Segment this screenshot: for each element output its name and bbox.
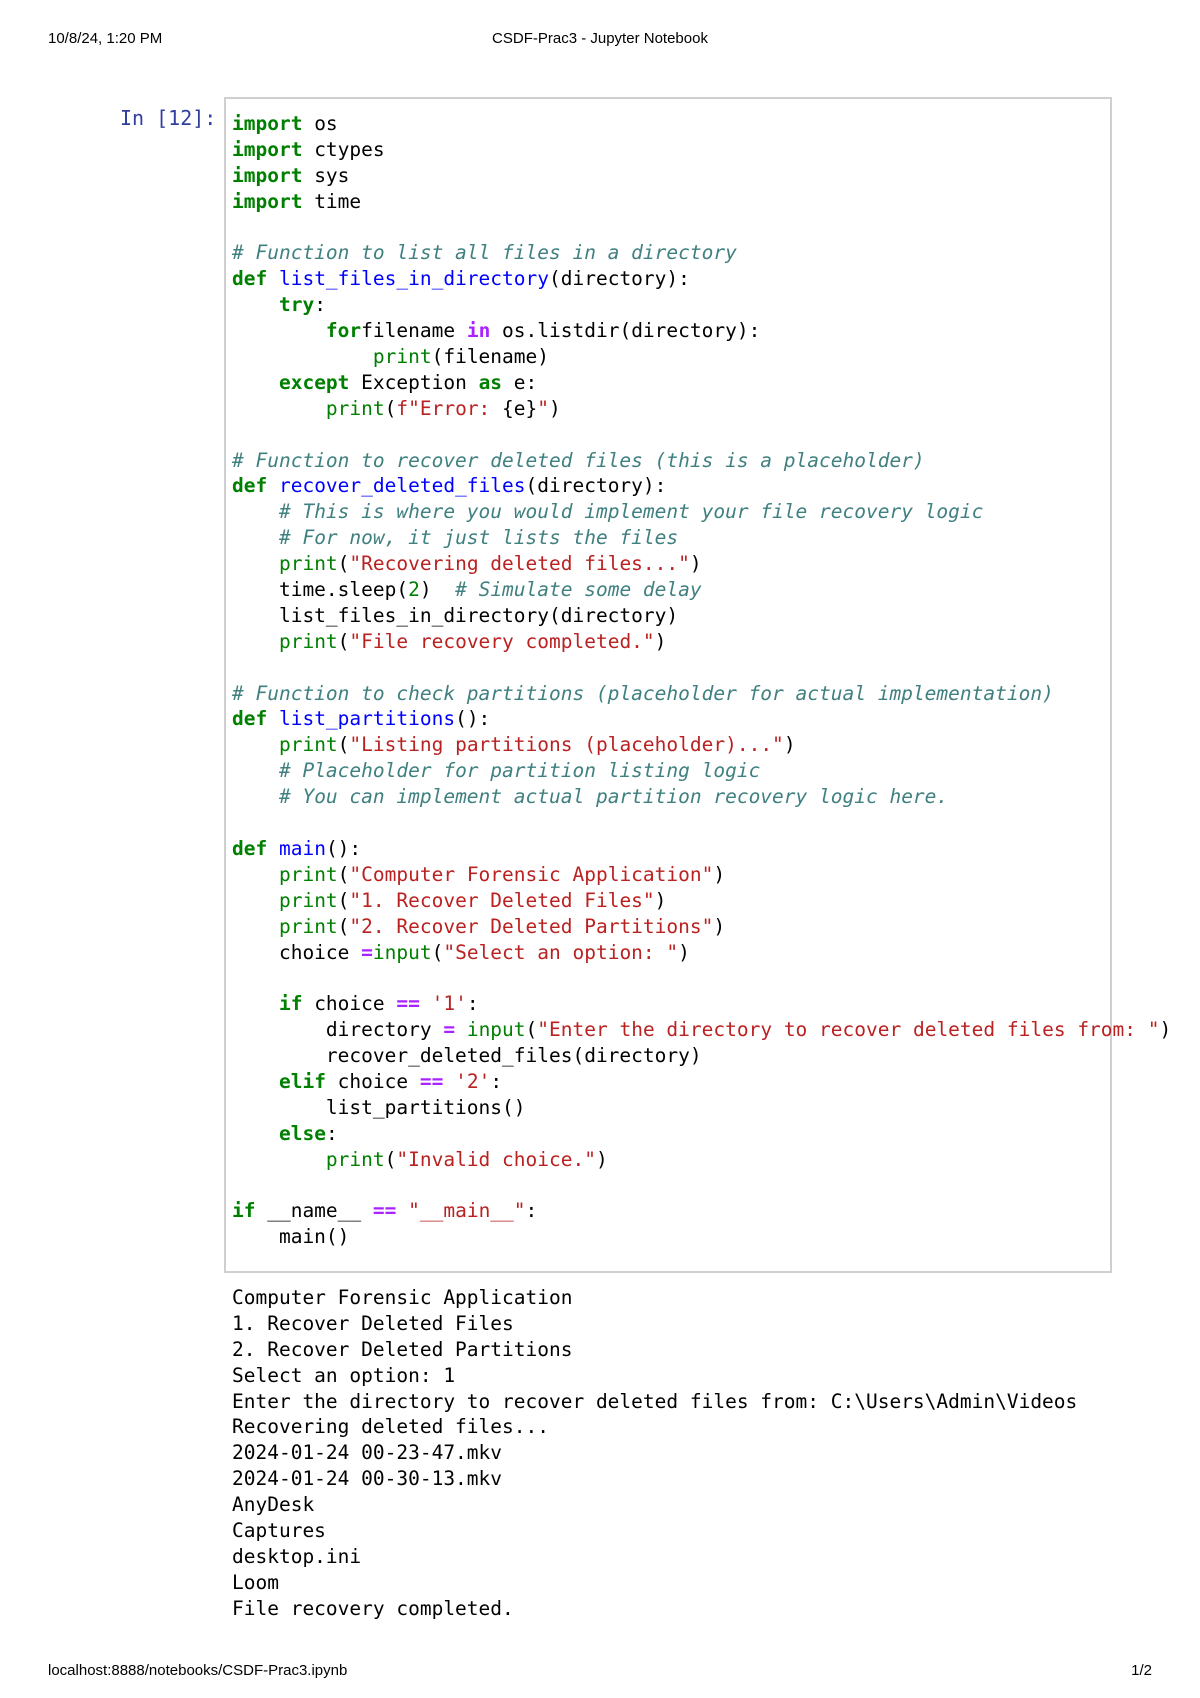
code-line [232, 215, 1110, 241]
code-line [232, 888, 1110, 914]
code-token: "Listing partitions (placeholder)..." [349, 733, 784, 757]
code-token: {e} [502, 396, 538, 420]
output-line: File recovery completed. [232, 1596, 514, 1620]
code-line [232, 629, 1110, 655]
code-token: ( [337, 733, 350, 757]
code-token: '2' [455, 1069, 491, 1093]
code-token: : [525, 1199, 538, 1223]
code-token: print [278, 629, 338, 653]
code-line [232, 137, 1110, 163]
code-token [232, 1122, 279, 1145]
output-line: 2024-01-24 00-23-47.mkv [232, 1441, 503, 1465]
code-line [232, 292, 1110, 318]
code-token: ctypes [314, 137, 385, 161]
code-token: ( [337, 629, 350, 653]
code-token: ) [783, 733, 796, 757]
code-line [232, 1017, 1172, 1043]
code-token: Exception [349, 370, 479, 394]
output-line: Computer Forensic Application [232, 1286, 573, 1309]
code-line [232, 577, 1110, 603]
code-token: == [372, 1199, 397, 1223]
code-content[interactable] [226, 99, 1172, 1250]
code-token: "Recovering deleted files..." [349, 552, 690, 576]
output-line: Enter the directory to recover deleted files from: C:\Users\Admin\Videos [232, 1389, 1078, 1413]
code-token: print [325, 396, 385, 420]
code-token: " [537, 396, 550, 420]
code-token: ) [654, 629, 667, 653]
code-token [232, 759, 279, 782]
code-token: : [490, 1069, 503, 1093]
code-token: ) [1159, 1018, 1172, 1042]
print-header [48, 30, 1152, 50]
output-line: 2. Recover Deleted Partitions [232, 1337, 573, 1361]
output-line: AnyDesk [232, 1493, 315, 1517]
code-token: "File recovery completed." [349, 629, 655, 653]
code-line [232, 1095, 1110, 1121]
code-token: import [232, 163, 315, 187]
code-line [232, 525, 1110, 551]
code-token: ( [384, 396, 397, 420]
code-token: filename [361, 319, 467, 343]
cell-output [224, 1285, 1120, 1622]
code-line [232, 344, 1110, 370]
code-token: list_files_in_directory(directory) [232, 603, 679, 627]
print-page-number: 1/2 [1131, 1662, 1152, 1679]
code-token [232, 863, 279, 886]
code-token: # Function to list all files in a directory [232, 241, 737, 265]
code-token [396, 1199, 408, 1222]
code-token [232, 319, 326, 342]
code-line [232, 396, 1110, 422]
code-token: # You can implement actual partition recovery logic here. [278, 785, 949, 809]
code-line [232, 862, 1110, 888]
code-token: (): [325, 836, 362, 860]
code-token [232, 345, 373, 368]
output-line: Select an option: 1 [232, 1363, 456, 1387]
code-token: ) [678, 940, 690, 964]
code-line [232, 240, 1110, 266]
code-token: main [278, 836, 326, 860]
code-token: try [278, 293, 315, 317]
code-line [232, 655, 1110, 681]
code-token: input [466, 1018, 526, 1042]
print-footer [48, 1662, 1152, 1682]
code-token: : [466, 992, 479, 1016]
code-line [232, 1147, 1110, 1173]
code-line [232, 1069, 1110, 1095]
code-token: "Enter the directory to recover deleted files from: " [537, 1018, 1160, 1042]
output-line: Loom [232, 1570, 279, 1594]
code-token [232, 733, 279, 756]
code-token: # This is where you would implement your file recovery logic [278, 500, 984, 524]
output-line: 2024-01-24 00-30-13.mkv [232, 1467, 503, 1491]
code-token: print [278, 552, 338, 576]
code-token: # Function to recover deleted files (this is a placeholder) [232, 448, 925, 472]
code-token: ( [525, 1018, 538, 1042]
code-token: 2 [408, 578, 420, 602]
code-token: ) [713, 914, 726, 938]
code-token: "__main__" [408, 1199, 526, 1223]
code-line [232, 473, 1110, 499]
code-token: def [232, 707, 279, 731]
code-token: as [478, 370, 503, 394]
code-token [232, 526, 279, 549]
code-token: # Function to check partitions (placeholder for actual implementation) [232, 681, 1054, 705]
code-line [232, 1224, 1110, 1250]
cell-input-prompt: In [12]: [120, 106, 217, 130]
code-token [232, 500, 279, 523]
code-token [232, 1148, 326, 1171]
code-token: list_partitions() [232, 1095, 526, 1119]
output-line: 1. Recover Deleted Files [232, 1311, 514, 1335]
code-token [443, 1070, 455, 1093]
code-line [232, 732, 1110, 758]
code-line [232, 784, 1110, 810]
code-token: ( [337, 888, 350, 912]
code-line [232, 836, 1110, 862]
code-token: def [232, 267, 279, 291]
code-token: list_files_in_directory [278, 267, 549, 291]
code-token: __name__ [255, 1199, 373, 1223]
code-token: (filename) [431, 345, 549, 369]
code-token: time [314, 189, 362, 213]
code-token: if [232, 1199, 256, 1223]
code-token: for [325, 319, 362, 343]
output-line: Recovering deleted files... [232, 1415, 549, 1439]
code-line [232, 810, 1110, 836]
code-token: ) [419, 578, 456, 602]
code-line [232, 448, 1110, 474]
code-token: print [278, 862, 338, 886]
code-token: print [278, 888, 338, 912]
code-line [232, 1173, 1110, 1199]
code-line [232, 318, 1110, 344]
code-token: ( [337, 914, 350, 938]
code-token: main() [232, 1225, 350, 1249]
code-token: # For now, it just lists the files [278, 526, 679, 550]
code-token: (directory): [525, 474, 667, 498]
code-token: "Invalid choice." [396, 1147, 596, 1171]
code-line [232, 499, 1110, 525]
code-line [232, 551, 1110, 577]
code-line [232, 965, 1110, 991]
code-token: import [232, 137, 315, 161]
code-token: os.listdir(directory): [490, 319, 761, 343]
output-line: desktop.ini [232, 1544, 362, 1568]
code-token: : [325, 1121, 338, 1145]
code-token: def [232, 474, 279, 498]
code-token [455, 1018, 467, 1041]
code-token: # Simulate some delay [455, 578, 702, 602]
code-line [232, 189, 1110, 215]
code-token [232, 915, 279, 938]
code-token: ( [431, 940, 444, 964]
code-token [232, 630, 279, 653]
code-token: elif [278, 1069, 326, 1093]
code-token [232, 889, 279, 912]
code-token: else [278, 1121, 326, 1145]
print-url: localhost:8888/notebooks/CSDF-Prac3.ipynb [48, 1662, 348, 1679]
code-token: directory [232, 1018, 444, 1042]
code-token: ) [654, 888, 667, 912]
code-token: = [361, 940, 373, 964]
code-token [232, 1070, 279, 1093]
code-line [232, 940, 1110, 966]
code-token: print [278, 733, 338, 757]
code-token: choice [232, 940, 362, 964]
code-token: == [419, 1069, 444, 1093]
code-token [232, 371, 279, 394]
print-page-title: CSDF-Prac3 - Jupyter Notebook [492, 30, 708, 47]
code-token: import [232, 112, 315, 135]
code-token: sys [314, 163, 350, 187]
code-line [232, 163, 1110, 189]
code-line [232, 1198, 1110, 1224]
code-token: recover_deleted_files [278, 474, 526, 498]
code-token: "Computer Forensic Application" [349, 862, 714, 886]
code-line [232, 111, 1110, 137]
code-token: ) [689, 552, 702, 576]
code-token [232, 397, 326, 420]
code-token: == [396, 992, 420, 1016]
code-token [232, 785, 279, 808]
code-token [232, 552, 279, 575]
code-token: recover_deleted_files(directory) [232, 1044, 702, 1068]
code-token: "2. Recover Deleted Partitions" [349, 914, 714, 938]
code-line [232, 706, 1110, 732]
code-token: choice [302, 992, 397, 1016]
code-token: ) [549, 396, 561, 420]
code-line [232, 603, 1110, 629]
code-line [232, 914, 1110, 940]
code-token: '1' [431, 992, 467, 1016]
code-line [232, 1043, 1110, 1069]
code-token [232, 992, 279, 1015]
code-line [232, 266, 1110, 292]
code-line [232, 991, 1110, 1017]
code-token: if [278, 992, 303, 1016]
code-token: print [372, 345, 432, 369]
code-token: "Select an option: " [443, 940, 679, 964]
code-token: def [232, 836, 279, 860]
code-token: : [314, 293, 326, 317]
code-token [420, 992, 432, 1015]
code-line [232, 370, 1110, 396]
code-token: ( [384, 1147, 397, 1171]
code-token: ( [337, 552, 350, 576]
code-token: ( [337, 862, 350, 886]
code-token: input [372, 940, 432, 964]
code-token: print [325, 1147, 385, 1171]
code-line [232, 422, 1110, 448]
code-token: f"Error: [396, 396, 503, 420]
code-cell-editor[interactable] [224, 97, 1172, 1273]
code-token: except [278, 370, 350, 394]
code-token: # Placeholder for partition listing logic [278, 759, 761, 783]
output-line: Captures [232, 1519, 326, 1543]
code-token: print [278, 914, 338, 938]
code-token: ) [713, 862, 726, 886]
code-token: import [232, 189, 315, 213]
code-token: ) [595, 1147, 608, 1171]
code-token: in [466, 319, 491, 343]
code-line [232, 681, 1110, 707]
code-token [232, 293, 279, 316]
code-line [232, 1121, 1110, 1147]
code-token: e: [502, 370, 538, 394]
code-token: time.sleep( [232, 578, 409, 602]
code-token: (): [455, 707, 491, 731]
code-token: = [443, 1018, 456, 1042]
code-token: (directory): [549, 267, 690, 291]
print-datetime: 10/8/24, 1:20 PM [48, 30, 163, 47]
code-token: choice [325, 1069, 420, 1093]
code-token: list_partitions [278, 707, 456, 731]
code-line [232, 758, 1110, 784]
code-token: os [314, 112, 338, 135]
code-token: "1. Recover Deleted Files" [349, 888, 655, 912]
